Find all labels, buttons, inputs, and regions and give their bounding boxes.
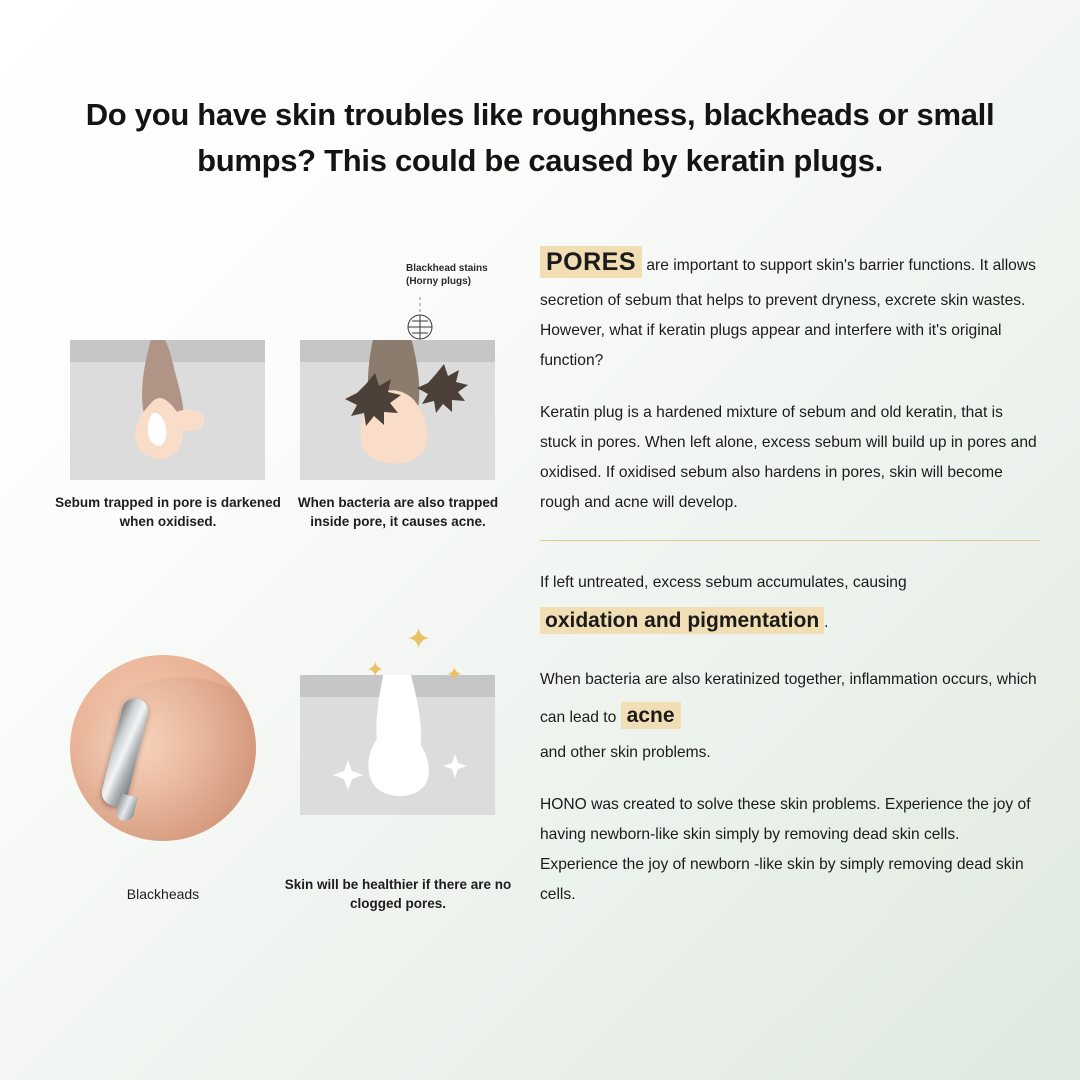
body-copy-column — [540, 238, 1040, 910]
acne-tail: and other skin problems. — [540, 743, 711, 761]
diagram-clean-pore — [300, 675, 495, 815]
oxidation-highlight: oxidation and pigmentation — [540, 607, 824, 634]
caption-clean-pore: Skin will be healthier if there are no clogged pores. — [284, 877, 512, 912]
acne-highlight: acne — [621, 702, 681, 729]
sparkle-icon: ✦ — [406, 623, 432, 656]
nose-shading — [76, 677, 256, 841]
caption-bacteria-trapped: When bacteria are also trapped inside pore, it causes acne. — [297, 495, 499, 530]
paragraph-hono: HONO was created to solve these skin problems. Experience the joy of having newborn-like skin simply by removing dead skin cells. Experience the joy of newborn -like skin by simply removing dead skin cells. — [540, 795, 1031, 903]
diagram-row-top — [48, 245, 518, 545]
diagram-row-bottom — [48, 607, 518, 912]
diagram-sebum-trapped — [70, 340, 265, 480]
diagram-bacteria-trapped — [300, 340, 495, 480]
oxidation-tail: . — [824, 613, 829, 631]
caption-sebum-trapped: Sebum trapped in pore is darkened when oxidised. — [55, 495, 281, 530]
paragraph-keratin-plug: Keratin plug is a hardened mixture of sebum and old keratin, that is stuck in pores. When left alone, excess sebum will build up in pores and oxidised. If oxidised sebum also hardens in pores, skin will become rough and acne will develop. — [540, 403, 1037, 511]
sparkle-icon: ✦ — [366, 657, 385, 682]
pores-text: are important to support skin's barrier functions. It allows secretion of sebum that helps to prevent dryness, excrete skin wastes. However, what if keratin plugs appear and interfere with it's original function? — [540, 257, 1036, 369]
acne-lead: When bacteria are also keratinized together, inflammation occurs, which can lead to — [540, 670, 1037, 726]
blackhead-note: Blackhead stains (Horny plugs) — [406, 263, 488, 287]
illustration-column — [48, 245, 518, 912]
caption-blackheads: Blackheads — [126, 886, 200, 902]
blackheads-photo — [70, 655, 256, 841]
page-title: Do you have skin troubles like roughness, blackheads or small bumps? This could be caused by keratin plugs. — [85, 97, 995, 178]
sparkle-icon: ✦ — [446, 664, 463, 686]
paragraph-oxidation — [540, 567, 1040, 642]
paragraph-pores — [540, 238, 1040, 376]
oxidation-lead: If left untreated, excess sebum accumulates, causing — [540, 573, 907, 591]
paragraph-acne — [540, 664, 1040, 768]
pores-highlight: PORES — [540, 246, 642, 278]
section-divider — [540, 540, 1040, 541]
